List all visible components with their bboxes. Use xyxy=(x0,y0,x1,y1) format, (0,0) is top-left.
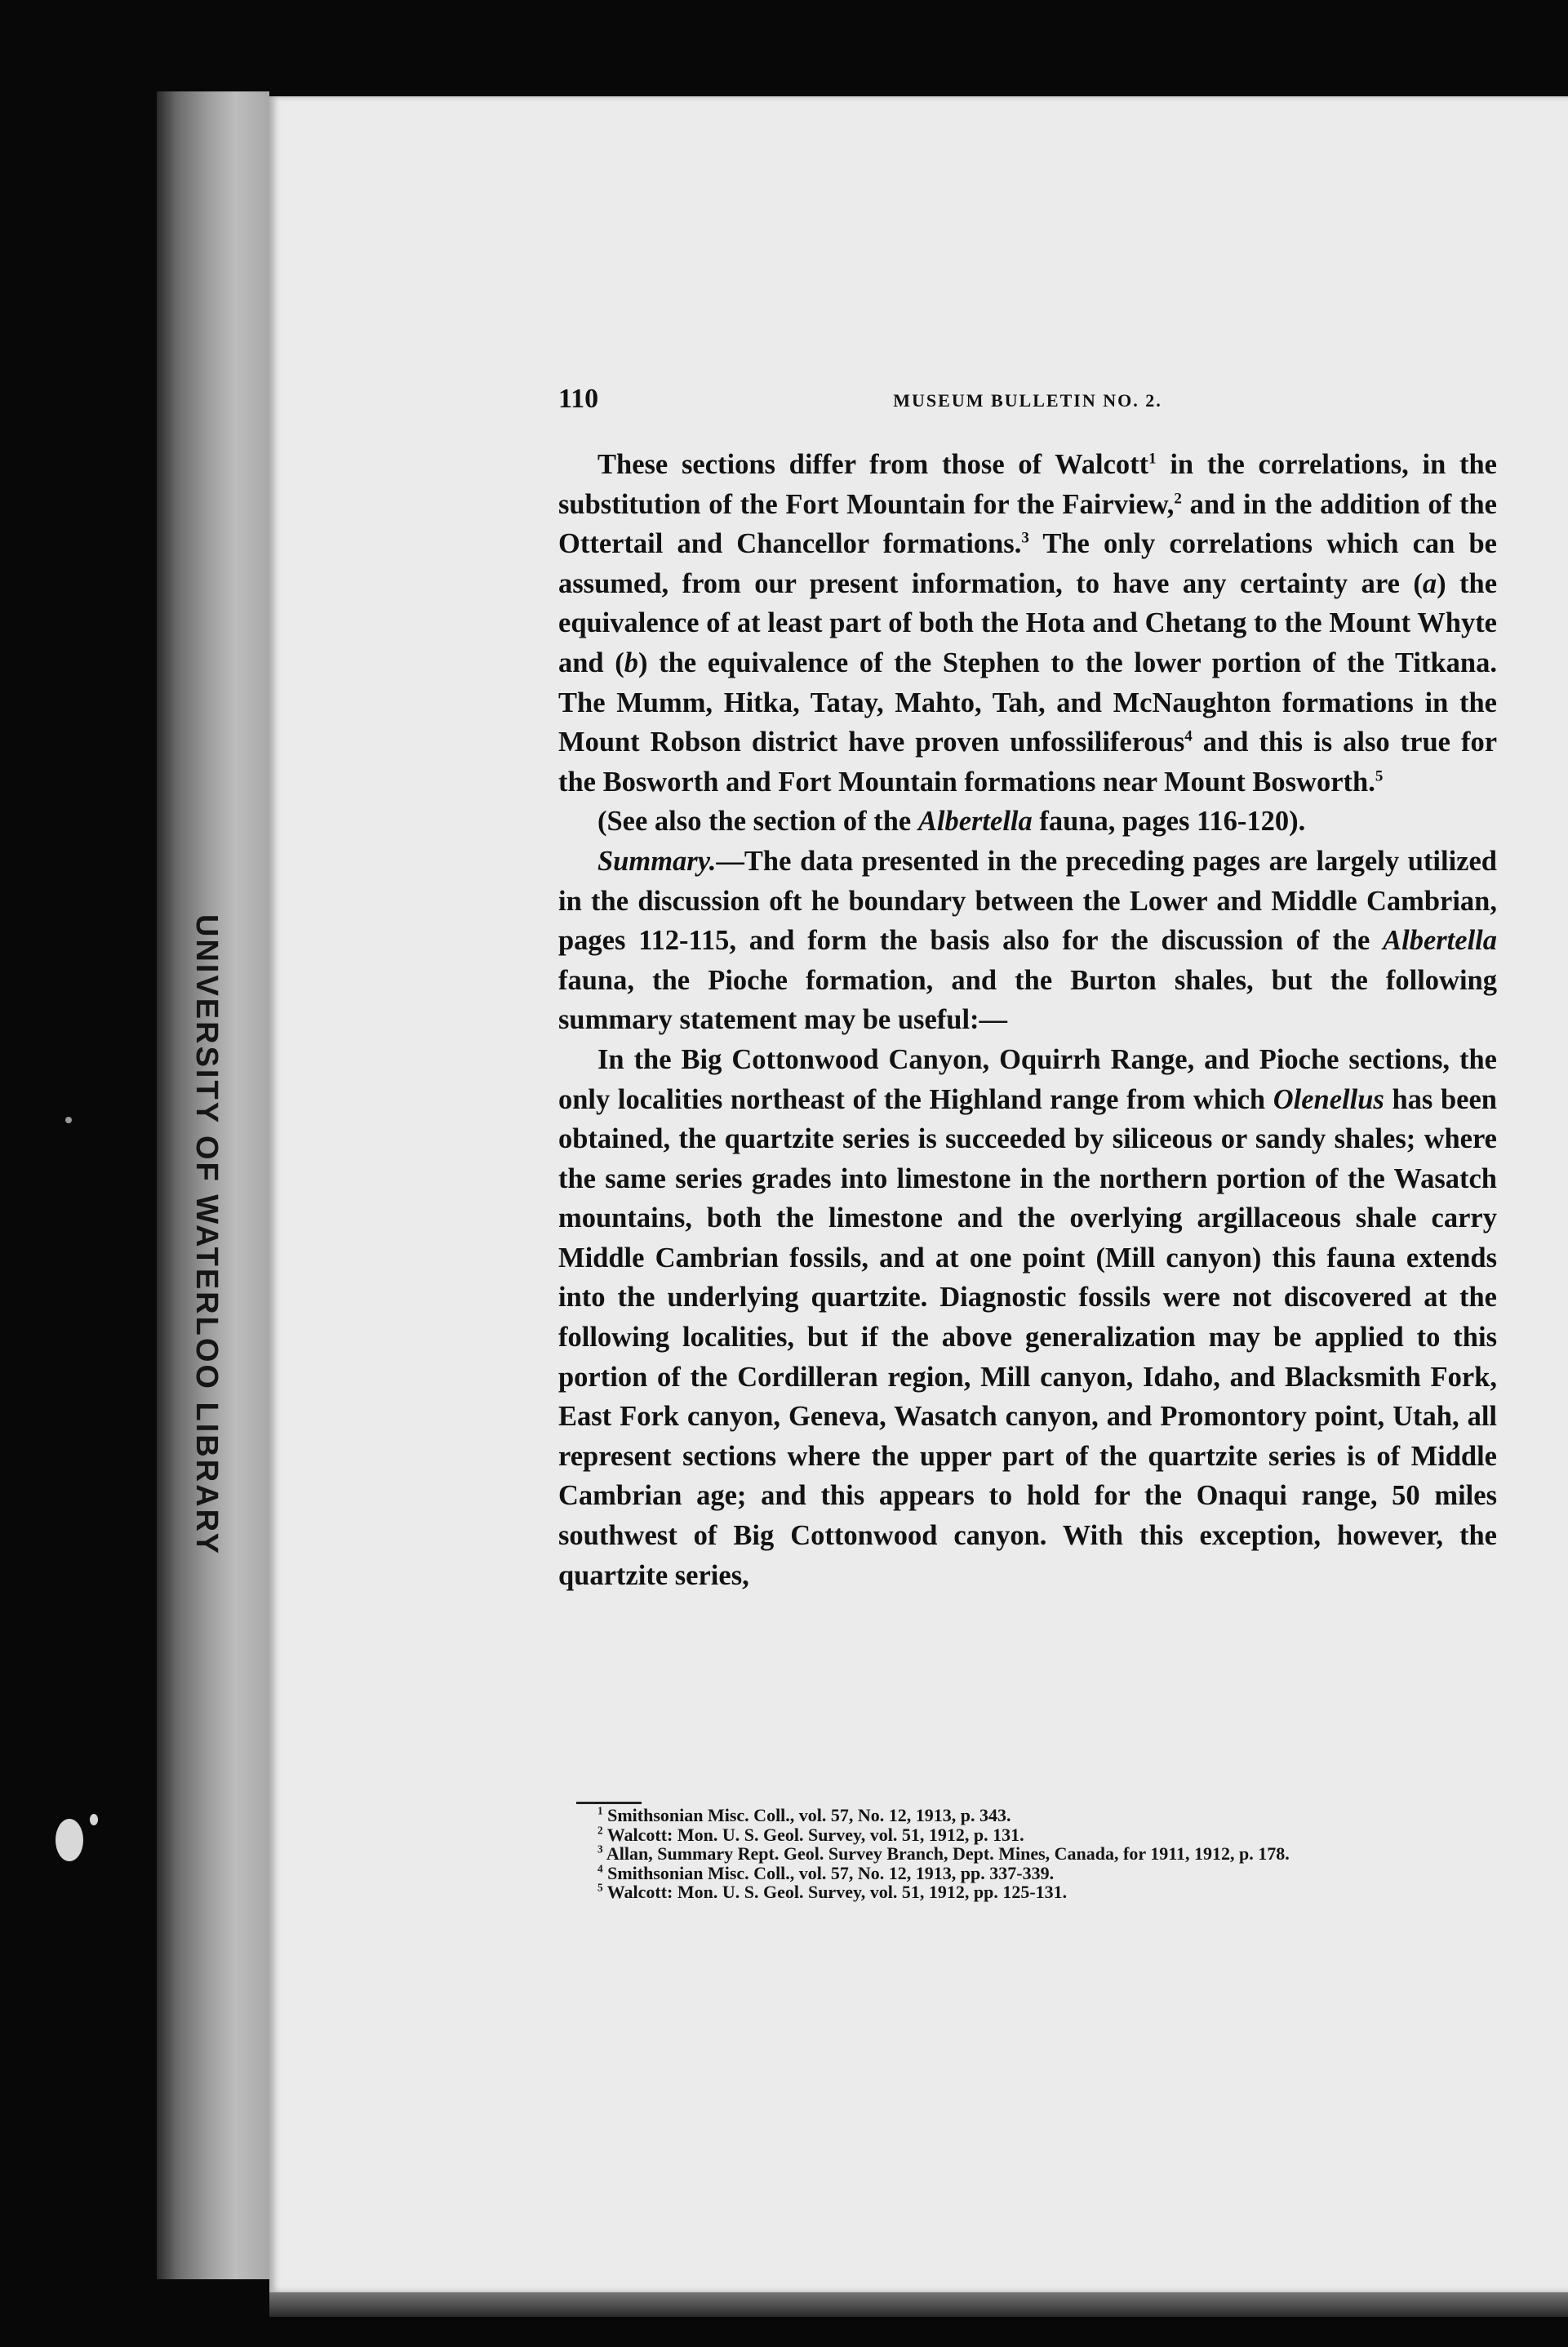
footnote xyxy=(558,1864,1497,1883)
text-run: (See also the section of the xyxy=(597,806,918,838)
footnote xyxy=(558,1882,1497,1902)
footnote-ref: 5 xyxy=(1375,767,1384,785)
body-paragraph xyxy=(558,802,1497,842)
page-header xyxy=(558,384,1497,416)
body-paragraph xyxy=(558,445,1497,802)
body-text xyxy=(558,445,1497,1595)
paragraph-lead: Summary. xyxy=(597,845,717,877)
body-paragraph xyxy=(558,842,1497,1040)
text-run: In the Big Cottonwood Canyon, Oquirrh Range, and Pioche sections, the only localities northeast of the Highland range from which xyxy=(558,1043,1497,1115)
footnote-text: Smithsonian Misc. Coll., vol. 57, No. 12, 1913, p. 343. xyxy=(607,1805,1011,1825)
library-edge-stamp xyxy=(171,914,237,1731)
text-run: These sections differ from those of Walcott xyxy=(597,449,1149,480)
footnote-ref: 3 xyxy=(1021,529,1029,547)
footnote xyxy=(558,1806,1497,1825)
footnote-text: Walcott: Mon. U. S. Geol. Survey, vol. 51, 1912, pp. 125-131. xyxy=(606,1882,1068,1902)
text-run: in the correlations, in the substitution of the Fort Mountain for the Fairview, xyxy=(558,449,1497,520)
text-run: ) the equivalence of the Stephen to the lower portion of the Titkana. The Mumm, Hitka, Tatay, Mahto, Tah, and McNaughton formations in the Mount Robson district have proven unfossiliferous xyxy=(558,647,1497,758)
text-run: fauna, pages 116-120). xyxy=(1032,806,1306,838)
text-run: fauna, the Pioche formation, and the Burton shales, but the following summary statement may be useful:— xyxy=(558,964,1497,1036)
text-run: —The data presented in the preceding pages are largely utilized in the discussion oft he boundary between the Lower and Middle Cambrian, pages 112-115, and form the basis also for the discussion of the xyxy=(558,845,1497,957)
page-number: 110 xyxy=(558,384,599,414)
footnote-text: Allan, Summary Rept. Geol. Survey Branch, Dept. Mines, Canada, for 1911, 1912, p. 178. xyxy=(606,1843,1290,1864)
dust-speck xyxy=(90,1814,98,1825)
footnote-ref: 4 xyxy=(1184,727,1193,745)
italic-text: Albertella xyxy=(1383,925,1497,957)
page-bottom-edge xyxy=(269,2292,1568,2317)
footnote-text: Walcott: Mon. U. S. Geol. Survey, vol. 51, 1912, p. 131. xyxy=(606,1824,1024,1845)
footnote-mark: 2 xyxy=(597,1824,603,1837)
footnote-mark: 4 xyxy=(597,1862,603,1875)
italic-text: b xyxy=(624,647,638,678)
footnote-mark: 5 xyxy=(597,1881,603,1894)
running-head: MUSEUM BULLETIN NO. 2. xyxy=(893,390,1162,411)
footnote-mark: 3 xyxy=(597,1842,603,1856)
edge-stamp-text: UNIVERSITY OF WATERLOO LIBRARY xyxy=(189,914,224,1556)
footnotes xyxy=(558,1806,1497,1902)
text-run: ) the equivalence of at least part of both the Hota and Chetang to the Mount Whyte and ( xyxy=(558,567,1498,678)
footnote xyxy=(558,1844,1497,1864)
text-run: has been obtained, the quartzite series is succeeded by siliceous or sandy shales; where the same series grades into limestone in the northern portion of the Wasatch mountains, both the limestone and the overlying argillaceous shale carry Middle Cambrian fossils, and at one point (Mill canyon) this fauna extends into the underlying quartzite. Diagnostic fossils were not discovered at the following localities, but if the above generalization may be applied to this portion of the Cordilleran region, Mill canyon, Idaho, and Blacksmith Fork, East Fork canyon, Geneva, Wasatch canyon, and Promontory point, Utah, all represent sections where the upper part of the quartzite series is of Middle Cambrian age; and this appears to hold for the Onaqui range, 50 miles southwest of Big Cottonwood canyon. With this exception, however, the quartzite series, xyxy=(558,1083,1497,1591)
footnote-text: Smithsonian Misc. Coll., vol. 57, No. 12, 1913, pp. 337-339. xyxy=(607,1862,1055,1883)
italic-text: a xyxy=(1422,567,1437,599)
footnote-ref: 1 xyxy=(1148,450,1157,468)
text-run: The only correlations which can be assumed, from our present information, to have any certainty are ( xyxy=(558,528,1497,599)
footnote-ref: 2 xyxy=(1174,490,1182,508)
italic-text: Albertella xyxy=(917,806,1033,838)
text-run: and this is also true for the Bosworth and Fort Mountain formations near Mount Bosworth. xyxy=(558,727,1498,798)
footnote xyxy=(558,1825,1497,1845)
body-paragraph xyxy=(558,1040,1497,1595)
italic-text: Olenellus xyxy=(1273,1083,1384,1115)
dust-speck xyxy=(56,1819,83,1861)
text-run: and in the addition of the Ottertail and Chancellor formations. xyxy=(558,488,1497,560)
footnote-rule xyxy=(576,1802,642,1804)
dust-speck xyxy=(65,1117,72,1123)
footnote-mark: 1 xyxy=(597,1804,603,1817)
